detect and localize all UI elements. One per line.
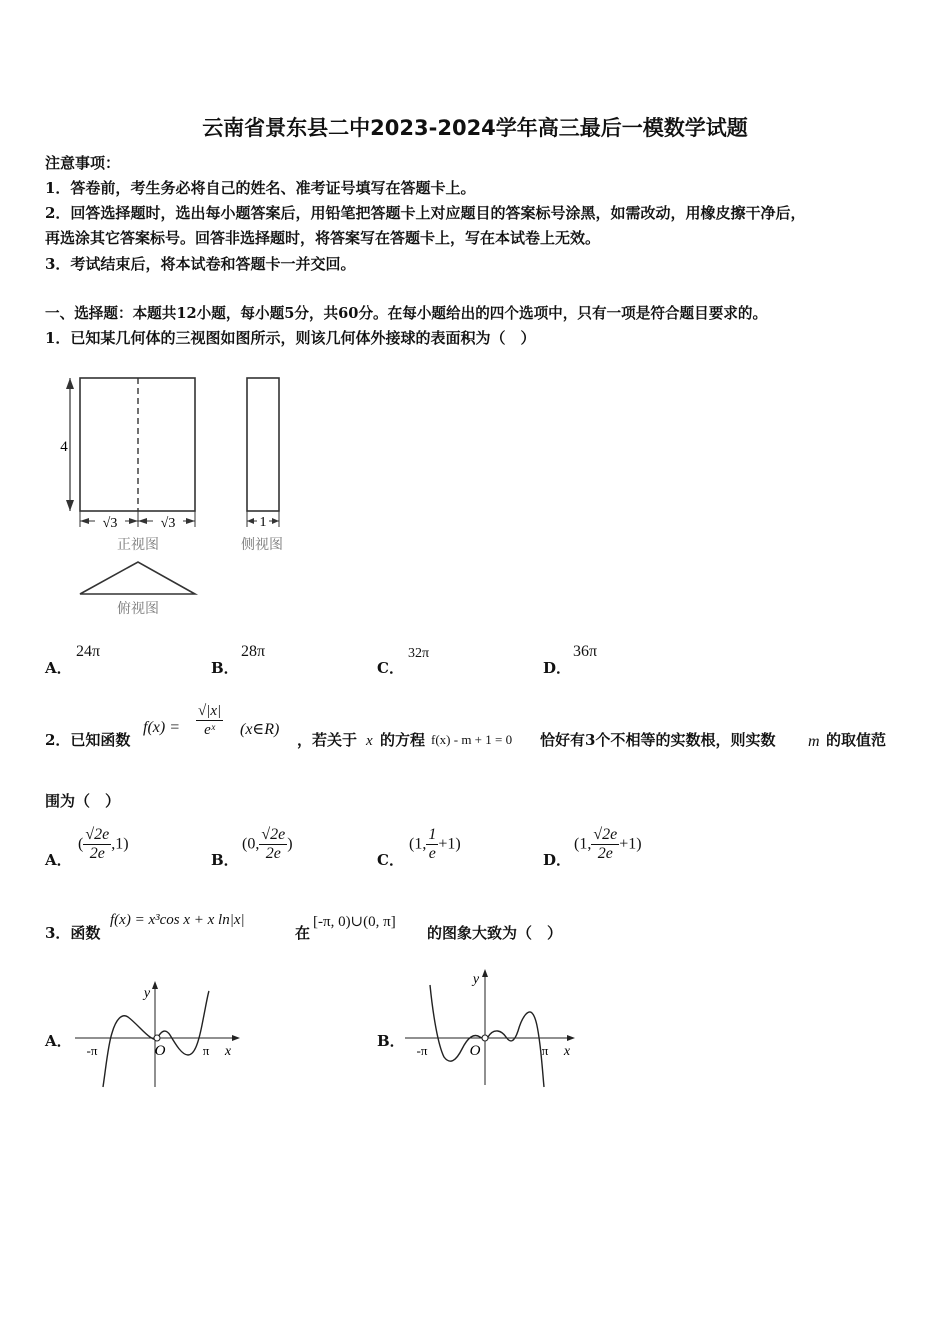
q3-graph-a [70,975,245,1095]
q2-option-b-letter[interactable]: B． [211,851,239,869]
origin-label: O [469,1043,481,1059]
q2-option-c-open: (1, [409,835,427,853]
q3-option-b-letter[interactable]: B． [377,1032,405,1050]
q2-var-m: m [808,733,820,750]
arrow-down-icon [66,500,74,511]
y-label: y [143,986,151,1001]
arrow-left-icon [80,518,89,524]
q2-option-c-den: e [428,845,436,862]
q2-mid1: ，若关于 [297,731,358,749]
q2-prefix: 2．已知函数 [45,731,131,749]
q2-option-a-open: ( [78,835,84,853]
arrow-left-icon [138,518,147,524]
q2-var-x: x [366,733,373,749]
q2-option-b [242,826,293,863]
q2-line2: 围为（ ） [45,792,121,810]
q2-option-a-num: √2e [85,826,110,843]
q1-option-d-value: 36π [573,643,598,660]
q1-stem: 1．已知某几何体的三视图如图所示，则该几何体外接球的表面积为（ ） [45,329,536,347]
arrow-right-icon [129,518,138,524]
q1-option-c-letter[interactable]: C． [377,659,404,677]
side-width-label: 1 [259,515,267,530]
q2-option-d-open: (1, [574,835,592,853]
width-label-left: √3 [102,516,118,531]
q2-option-b-den: 2e [265,845,281,862]
x-label: x [224,1044,232,1059]
hollow-point [482,1035,488,1041]
q2-func-numerator: √|x| [198,703,222,719]
notice-item-1: 1．答卷前，考生务必将自己的姓名、准考证号填写在答题卡上。 [45,179,476,197]
q2-func-fraction [196,702,223,739]
q1-option-b-value: 28π [241,643,266,660]
q1-option-a-letter[interactable]: A． [45,659,72,677]
three-view-figure [55,365,305,625]
q2-option-c-fraction [426,826,438,863]
notice-item-2: 2．回答选择题时，选出每小题答案后，用铅笔把答题卡上对应题目的答案标号涂黑，如需改动，用橡皮擦干净后， [45,204,806,222]
notice-item-3: 3．考试结束后，将本试卷和答题卡一并交回。 [45,255,356,273]
q2-equation: f(x) - m + 1 = 0 [431,732,513,747]
q2-mid2: 的方程 [380,731,426,749]
y-label: y [472,972,480,987]
q2-func-lhs: f(x) = [143,719,180,736]
q1-option-d-letter[interactable]: D． [543,659,572,677]
side-view-rect [247,378,279,511]
q2-option-b-num: √2e [261,826,286,843]
q2-option-a-fraction [83,826,111,863]
q2-suffix: 的取值范 [826,731,887,749]
q2-option-c-letter[interactable]: C． [377,851,404,869]
q2-option-a-close: ,1) [111,835,129,853]
q2-option-a-den: 2e [89,845,105,862]
arrow-left-icon [247,518,254,524]
side-view-caption: 侧视图 [241,538,283,553]
q2-option-a [78,826,129,863]
neg-pi-label: -π [416,1043,428,1058]
section-heading: 一、选择题：本题共12小题，每小题5分，共60分。在每小题给出的四个选项中，只有一项是符合题目要求的。 [45,305,768,322]
q3-graph-b [400,965,580,1093]
y-axis-arrow-icon [152,981,158,989]
q2-option-c-close: +1) [438,835,461,853]
neg-pi-label: -π [86,1043,98,1058]
q2-option-d-num: √2e [593,826,618,843]
pos-pi-label: π [541,1043,549,1058]
origin-label: O [154,1043,166,1059]
front-view-caption: 正视图 [117,538,159,553]
q2-option-c [409,826,461,863]
hollow-point [154,1035,160,1041]
x-axis-arrow-icon [232,1035,240,1041]
q2-option-d-close: +1) [619,835,642,853]
q2-func-denominator: eˣ [204,722,216,738]
q1-option-a-value: 24π [76,643,101,660]
pos-pi-label: π [202,1043,210,1058]
q3-interval: [-π, 0)∪(0, π] [313,914,396,930]
q2-option-b-fraction [259,826,287,863]
q3-func: f(x) = x³cos x + x ln|x| [110,912,245,928]
arrow-up-icon [66,378,74,389]
q2-option-d [574,826,642,863]
notice-item-2-cont: 再选涂其它答案标号。回答非选择题时，将答案写在答题卡上，写在本试卷上无效。 [45,229,601,247]
page-title: 云南省景东县二中2023-2024学年高三最后一模数学试题 [202,116,748,140]
q3-suffix: 的图象大致为（ ） [427,924,563,942]
arrow-right-icon [272,518,279,524]
height-label: 4 [60,439,68,455]
q2-option-d-letter[interactable]: D． [543,851,572,869]
q1-option-c-value: 32π [408,646,430,661]
q3-option-a-letter[interactable]: A． [45,1032,72,1050]
top-view-caption: 俯视图 [117,602,159,617]
notice-heading: 注意事项： [45,154,121,172]
y-axis-arrow-icon [482,969,488,977]
q2-option-a-letter[interactable]: A． [45,851,72,869]
q3-mid: 在 [295,924,311,942]
x-axis-arrow-icon [567,1035,575,1041]
q2-mid3: 恰好有3个不相等的实数根，则实数 [540,731,776,749]
top-view-triangle [80,562,195,594]
arrow-right-icon [186,518,195,524]
q3-prefix: 3．函数 [45,924,101,942]
q2-option-b-open: (0, [242,835,260,853]
q2-option-d-den: 2e [597,845,613,862]
width-label-right: √3 [160,516,176,531]
q2-option-b-close: ) [287,835,293,853]
q1-option-b-letter[interactable]: B． [211,659,239,677]
q2-option-d-fraction [591,826,619,863]
q2-func-domain: (x∈R) [240,721,280,738]
q2-option-c-num: 1 [428,826,437,843]
x-label: x [563,1044,571,1059]
